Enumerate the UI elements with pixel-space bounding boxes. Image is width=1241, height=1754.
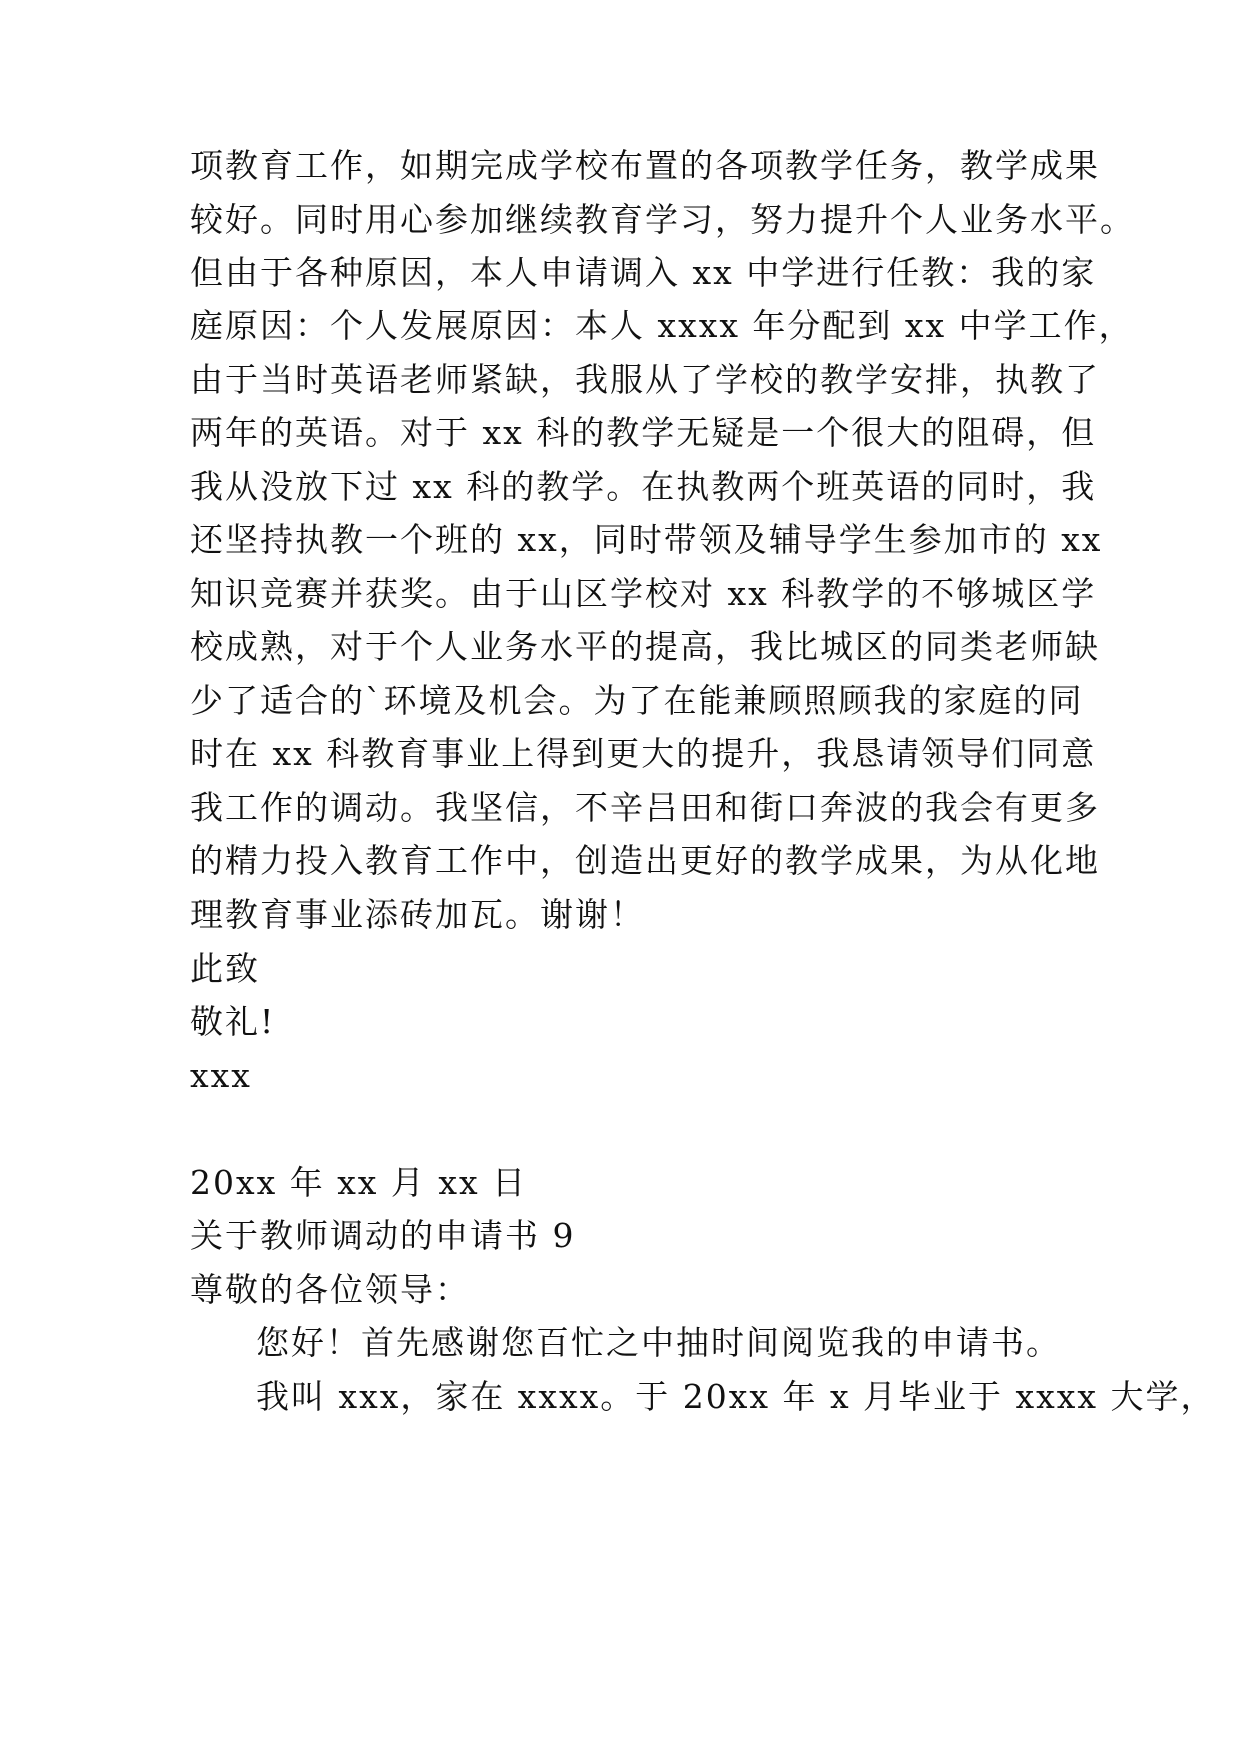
body-line: 少了适合的`环境及机会。为了在能兼顾照顾我的家庭的同 bbox=[190, 681, 1084, 720]
body-line: 校成熟，对于个人业务水平的提高，我比城区的同类老师缺 bbox=[190, 627, 1100, 666]
paragraph: 我叫 xxx，家在 xxxx。于 20xx 年 x 月毕业于 xxxx 大学， bbox=[256, 1377, 1216, 1416]
body-line: 项教育工作，如期完成学校布置的各项教学任务，教学成果 bbox=[190, 146, 1100, 185]
body-line: 的精力投入教育工作中，创造出更好的教学成果，为从化地 bbox=[190, 841, 1100, 880]
body-line: 我从没放下过 xx 科的教学。在执教两个班英语的同时，我 bbox=[190, 467, 1097, 506]
salute-text: 敬礼! bbox=[190, 1002, 276, 1041]
body-line: 但由于各种原因，本人申请调入 xx 中学进行任教：我的家 bbox=[190, 253, 1097, 292]
body-line: 理教育事业添砖加瓦。谢谢！ bbox=[190, 895, 645, 934]
date: 20xx 年 xx 月 xx 日 bbox=[190, 1163, 528, 1202]
body-line: 由于当时英语老师紧缺，我服从了学校的教学安排，执教了 bbox=[190, 360, 1100, 399]
body-line: 还坚持执教一个班的 xx，同时带领及辅导学生参加市的 xx bbox=[190, 520, 1103, 559]
paragraph: 您好！首先感谢您百忙之中抽时间阅览我的申请书。 bbox=[256, 1323, 1061, 1362]
signature: xxx bbox=[190, 1056, 252, 1095]
body-line: 庭原因：个人发展原因：本人 xxxx 年分配到 xx 中学工作， bbox=[190, 306, 1134, 345]
greeting: 尊敬的各位领导： bbox=[190, 1270, 470, 1309]
section-title: 关于教师调动的申请书 9 bbox=[190, 1216, 576, 1255]
body-line: 时在 xx 科教育事业上得到更大的提升，我恳请领导们同意 bbox=[190, 734, 1097, 773]
body-line: 知识竞赛并获奖。由于山区学校对 xx 科教学的不够城区学 bbox=[190, 574, 1097, 613]
closing-text: 此致 bbox=[190, 949, 260, 988]
body-line: 较好。同时用心参加继续教育学习，努力提升个人业务水平。 bbox=[190, 200, 1135, 239]
body-line: 两年的英语。对于 xx 科的教学无疑是一个很大的阻碍，但 bbox=[190, 413, 1097, 452]
body-line: 我工作的调动。我坚信，不辛吕田和街口奔波的我会有更多 bbox=[190, 788, 1100, 827]
